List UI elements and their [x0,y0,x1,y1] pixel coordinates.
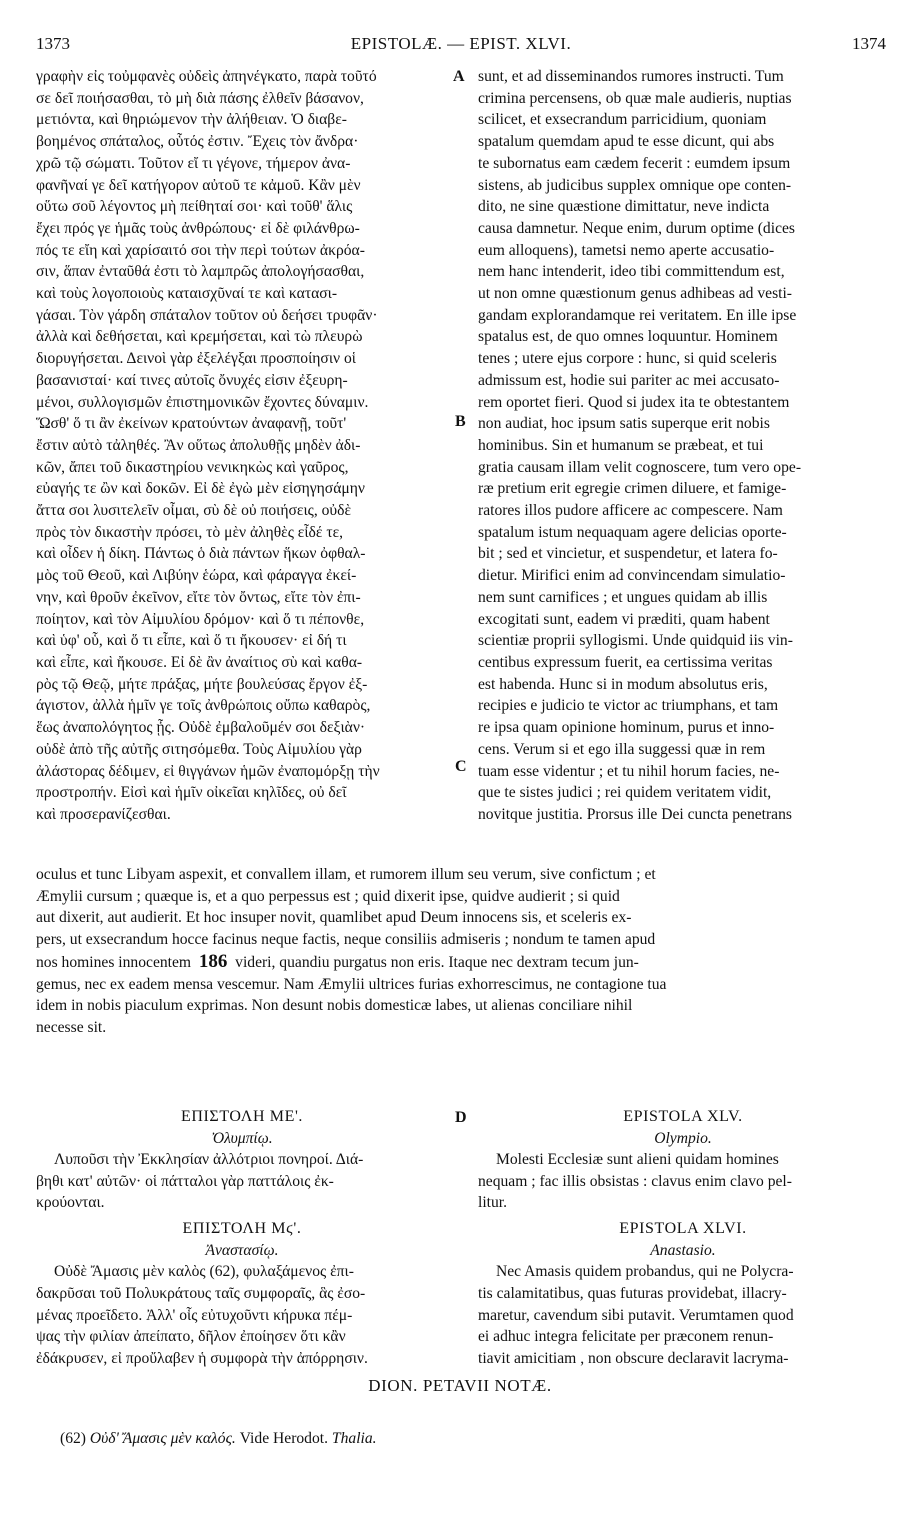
section-marker-c: C [455,758,467,775]
text-line: litur. [478,1194,508,1212]
text-line [36,951,888,974]
text-line: te subornatus eam cædem fecerit : eumdem ipsum [478,154,791,172]
text-line: μὸς τοῦ Θεοῦ, καὶ Λιβύην ἑώρα, καὶ φάραγγα ἐκεί- [36,567,357,585]
text-line: κῶν, ἄπει τοῦ δικαστηρίου νενικηκὼς καὶ γαῦρος, [36,458,349,476]
text-line: causa damnetur. Neque enim, durum optime (dices [478,219,795,237]
text-line: rem oportet fieri. Quod si judex ita te obtestantem [478,393,790,411]
text-line: ψας τὴν φιλίαν ἀπείπατο, δῆλον ἐποίησεν ὅτι κἂν [36,1328,346,1346]
text-line: Ὥσθ' ὅ τι ἂν ἐκείνων κρατούντων ἀναφανῇ, τοῦτ' [36,415,347,433]
text-line: χρῶ τῷ σώματι. Τοῦτον εἴ τι γέγονε, τήμερον ἀνα- [36,154,351,172]
text-line: σιν, ἅπαν ἐνταῦθά ἐστι τὸ λαμπρῶς ἀπολογήσασθαι, [36,263,365,281]
text-line: gratia causam illam velit cognoscere, tum vero ope- [478,458,802,476]
text-line: cens. Verum si et ego illa suggessi quæ in rem [478,740,766,758]
text-line: ræ pretium erit egregie crimen diluere, et famige- [478,480,787,498]
text-line: Molesti Ecclesiæ sunt alieni quidam homines [496,1151,779,1168]
text-line: Nec Amasis quidem probandus, qui ne Polycra- [496,1263,794,1281]
text-line: ἄττα σοι λυσιτελεῖν οἶμαι, σὺ δὲ οὐ ποιήσεις, οὐδὲ [36,502,352,520]
text-line: eum alloquens), tametsi nemo aperte accusatio- [478,241,775,259]
text-line: que te sistes judici ; rei quidem veritatem vidit, [478,784,772,802]
epistle-46-greek-body [36,1261,448,1370]
text-line: βοημένος σπάταλος, οὗτός ἐστιν. Ἔχεις τὸν ἄνδρα· [36,133,359,151]
text-line: Οὐδὲ Ἄμασις μὲν καλὸς (62), φυλαξάμενος ἐπι- [54,1263,354,1281]
text-line: καὶ εἶπε, καὶ ἤκουσε. Εἰ δὲ ἂν ἀναίτιος σὺ καὶ καθα- [36,653,363,671]
text-line: Æmylii cursum ; quæque is, et a quo perpessus est ; quid dixerit ipse, quidve audierit ; si quid [36,887,620,905]
text-line: tuam esse videntur ; et tu nihil horum facies, ne- [478,762,780,780]
latin-column [478,66,888,826]
text-line: ἔχει πρός γε ἡμᾶς τοὺς ἀνθρώπους· εἰ δὲ φιλάνθρω- [36,219,360,237]
text-line: πός τε εἴη καὶ χαρίσαιτό σοι τὴν περὶ τούτων ἀκρόα- [36,241,365,259]
text-line: novitque justitia. Prorsus ille Dei cuncta penetrans [478,805,792,823]
text-line: admissum est, hodie sui pariter ac mei accusato- [478,371,780,389]
text-line: φανῆναί γε δεῖ κατήγορον αὐτοῦ τε κἀμοῦ. Κἂν μὲν [36,176,361,194]
text-line: nequam ; fac illis obsistas : clavus enim clavo pel- [478,1172,792,1190]
text-line: crimina percensens, ob quæ male audieris, nuptias [478,89,792,107]
text-line: διορυγήσεται. Δεινοὶ γὰρ ἐξελέγξαι προσποίησιν οἱ [36,350,356,368]
text-line: εὐαγής τε ὢν καὶ δοκῶν. Εἰ δὲ ἐγὼ μὲν εἰσηγησάμην [36,480,365,498]
line-prefix: nos homines innocentem [36,953,192,971]
text-line: καὶ τοὺς λογοποιοὺς καταισχῦναί τε καὶ κατασι- [36,285,338,303]
text-line: ποίητον, καὶ τὸν Αἰμυλίου δρόμον· καὶ ὅ τι πέπονθε, [36,610,365,628]
line-suffix: videri, quandiu purgatus non eris. Itaque nec dextram tecum jun- [235,953,639,971]
text-line: gemus, nec ex eadem mensa vescemur. Nam Æmylii ultrices furias exhorrescimus, ne contagione tua [36,975,667,993]
running-header [36,34,886,58]
text-line: idem in nobis piaculum exprimas. Non desunt nobis domesticæ labes, ut alienas conciliare nihil [36,997,633,1015]
notes-heading: DION. PETAVII NOTÆ. [368,1376,552,1395]
text-line: ἐδάκρυσεν, εἰ προὔλαβεν ἡ συμφορὰ τὴν ἀπόρρησιν. [36,1349,368,1367]
text-line: tis calamitatibus, quas futuras providebat, illacry- [478,1284,787,1302]
epistle-45-latin-body [478,1149,888,1214]
text-line: hominibus. Sin et humanum se præbeat, et tui [478,436,764,454]
epistle-45-latin-title: EPISTOLA XLV. [623,1108,743,1125]
epistle-46-greek-title: ΕΠΙΣΤΟΛΗ Μϛ'. [182,1220,302,1238]
greek-column [36,66,448,826]
text-line: gandam explorandamque rei veritatem. En ille ipse [478,306,797,324]
text-line: ρὸς τῷ Θεῷ, μήτε πράξας, μήτε βουλεύσας ἔργον ἐξ- [36,675,368,693]
footnote [60,1430,880,1448]
text-line: άγιστον, ἀλλὰ ἡμῖν γε τοῖς ἀνθρώποις οὔπω καθαρὸς, [36,697,371,715]
footnote-number: (62) [60,1430,86,1447]
section-marker-d: D [455,1109,467,1126]
text-line: tenes ; utere ejus corpore : hunc, si quid sceleris [478,350,777,368]
epistle-45-greek-body [36,1149,448,1214]
page-number-right: 1374 [852,34,886,53]
text-line: καὶ οἶδεν ἡ δίκη. Πάντως ὁ διὰ πάντων ἥκων ὀφθαλ- [36,545,366,563]
footnote-text: Vide Herodot. [239,1430,329,1447]
text-line: nem hanc intenderit, ideo tibi committendum est, [478,263,785,281]
text-line: maretur, cavendum sibi putavit. Verumtamen quod [478,1306,794,1324]
text-line: Λυποῦσι τὴν Ἐκκλησίαν ἀλλότριοι πονηροί. Διά- [54,1151,364,1168]
latin-letters [478,1106,888,1370]
text-line: scilicet, et exsecrandum parricidium, quoniam [478,111,767,129]
text-line: βασανισταί· καί τινες αὐτοῖς ὄνυχές εἰσιν ἐξευρη- [36,371,348,389]
epistle-45-latin-addressee: Olympio. [654,1130,712,1147]
text-line: nem sunt carnifices ; et ungues quidam ab illis [478,588,768,606]
text-line: ut non omne quæstionum genus adhibeas ad vesti- [478,285,792,303]
text-line: μένοι, συλλογισμῶν ἐπιστημονικῶν ἔχοντες δύναμιν. [36,393,369,411]
text-line: sunt, et ad disseminandos rumores instructi. Tum [478,68,784,85]
text-line: dietur. Mirifici enim ad convincendam simulatio- [478,567,786,585]
text-line: οὐδὲ ἀπὸ τῆς αὐτῆς σιτησόμεθα. Τοὺς Αἰμυλίου γὰρ [36,740,362,758]
text-line: bit ; sed et vincietur, et suspendetur, et latera fo- [478,545,778,563]
footnote-work: Thalia. [331,1430,377,1447]
text-line: γάσαι. Τὸν γάρδη σπάταλον τοῦτον οὐ δεήσει τρυφᾶν· [36,306,378,324]
section-marker-a: A [453,68,465,85]
text-line: σε δεῖ ποιήσασθαι, τὸ μὴ διὰ πάσης ἐλθεῖν βάσανον, [36,89,364,107]
text-line: προστροπήν. Εἰσὶ καὶ ἡμῖν οἰκεῖαι κηλῖδες, οὐ δεῖ [36,784,347,802]
text-line: spatalus est, de quo omnes loquuntur. Hominem [478,328,778,346]
text-line: μένας προεῖδετο. Ἀλλ' οἷς εὐτυχοῦντι κήρυκα πέμ- [36,1306,353,1324]
text-line: νην, καὶ θροῦν ἐκεῖνον, εἴτε τὸν ὄντως, εἴτε τὸν ἐπι- [36,588,361,606]
text-line: ἀλάστορας δέδιμεν, εἰ θιγγάνων ἡμῶν ἐναπομόρξῃ τὴν [36,762,380,780]
text-line: καὶ ὑφ' οὗ, καὶ ὅ τι εἶπε, καὶ ὅ τι ἤκουσεν· εἰ δή τι [36,632,347,650]
text-line: πρὸς τὸν δικαστὴν πρόσει, τὸ μὲν ἀληθὲς εἶδέ τε, [36,523,344,541]
text-line: dito, ne sine quæstione dimittatur, neve indicta [478,198,770,216]
text-line: tiavit amicitiam , non obscure declaravit lacryma- [478,1349,789,1367]
text-line: δακρῦσαι τοῦ Πολυκράτους ταῖς συμφοραῖς, ἃς ἐσο- [36,1284,366,1302]
text-line: γραφὴν εἰς τοὐμφανὲς οὐδεὶς ἀπηνέγκατο, παρὰ τοῦτό [36,68,377,85]
epistle-46-latin-addressee: Anastasio. [650,1242,716,1260]
text-line: pers, ut exsecrandum hocce facinus neque factis, neque consiliis admiseris ; nondum te tamen apud [36,931,656,949]
page-number-left: 1373 [36,34,70,53]
text-line: re ipsa quam opinione hominum, purus et inno- [478,719,775,737]
text-line: οὕτω σοῦ λέγοντος μὴ πείθηταί σοι· καὶ τοῦθ' ἅλις [36,198,353,216]
text-line: καὶ προσερανίζεσθαι. [36,805,171,823]
text-line: ἕως ἀναπολόγητος ᾖς. Οὐδὲ ἐμβαλοῦμέν σοι δεξιὰν· [36,719,366,737]
text-line: oculus et tunc Libyam aspexit, et convallem illam, et rumorem illum seu verum, sive confictum ; et [36,866,656,883]
full-width-latin-continuation [36,864,888,1039]
text-line: aut dixerit, aut audierit. Et hoc insuper novit, quamlibet apud Deum innocens sis, et sceleris ex- [36,909,632,927]
text-line: ἀλλὰ καὶ δεθήσεται, καὶ κρεμήσεται, καὶ τὼ πλευρὼ [36,328,363,346]
section-marker-b: B [455,413,466,430]
text-line: recipies e judicio te victor ac triumphans, et tam [478,697,779,715]
text-line: ἔστιν αὐτὸ τἀληθές. Ἂν οὕτως ἀπολυθῇς μηδὲν ἀδι- [36,436,361,454]
text-line: ratores illos pudore afficere ac compescere. Nam [478,502,783,520]
running-head-title: EPISTOLÆ. — EPIST. XLVI. [350,34,572,53]
text-line: κρούονται. [36,1194,105,1212]
epistle-46-latin-body [478,1261,888,1370]
text-line: spatalum quemdam apud te esse dicunt, qui abs [478,133,775,151]
epistle-46-greek-addressee: Ἀναστασίῳ. [205,1242,279,1260]
text-line: est habenda. Hunc si in modum absolutus eris, [478,675,768,693]
footnote-greek-lemma: Οὐδ' Ἄμασις μὲν καλός. [89,1430,236,1447]
text-line: scientiæ proprii syllogismi. Unde quidquid iis vin- [478,632,793,650]
text-line: βηθι κατ' αὐτῶν· οἱ πάτταλοι γὰρ παττάλοις ἐκ- [36,1172,334,1190]
greek-letters [36,1106,448,1370]
text-line: excogitati sunt, eadem vi præditi, quam habent [478,610,770,628]
text-line: non audiat, hoc ipsum satis superque erit nobis [478,415,770,433]
epistle-46-latin-title: EPISTOLA XLVI. [619,1220,747,1238]
text-line: μετιόντα, καὶ θηριώμενον τὴν ἀλήθειαν. Ὁ διαβε- [36,111,347,129]
text-line: spatalum istum nequaquam agere delicias oporte- [478,523,787,541]
text-line: necesse sit. [36,1018,107,1036]
text-line: sistens, ab judicibus supplex omnique ope conten- [478,176,792,194]
epistle-45-greek-title: ΕΠΙΣΤΟΛΗ ΜΕ'. [180,1108,304,1125]
text-line: centibus expressum fuerit, ea certissima veritas [478,653,773,671]
text-line: ei adhuc integra felicitate per præconem renun- [478,1328,774,1346]
epistle-45-greek-addressee: Ὀλυμπίῳ. [211,1130,273,1147]
column-number: 186 [198,950,228,972]
